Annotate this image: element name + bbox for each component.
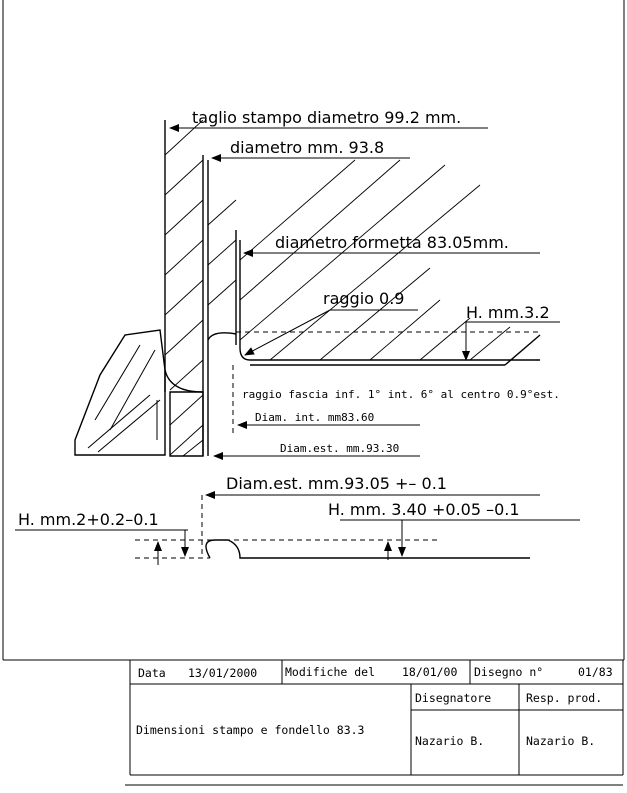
die-wall bbox=[165, 120, 208, 456]
title-modifiche-value: 18/01/00 bbox=[402, 665, 458, 679]
title-disegnatore-label: Disegnatore bbox=[415, 691, 492, 705]
title-resp-value: Nazario B. bbox=[526, 734, 596, 748]
sheet-border bbox=[3, 0, 624, 660]
die-base bbox=[75, 330, 203, 456]
title-modifiche-label: Modifiche del bbox=[285, 665, 376, 679]
label-diam-int: Diam. int. mm83.60 bbox=[255, 411, 375, 424]
label-diam-est-9305: Diam.est. mm.93.05 +– 0.1 bbox=[226, 474, 447, 493]
title-resp-label: Resp. prod. bbox=[526, 691, 603, 705]
title-data-label: Data bbox=[138, 666, 166, 680]
title-disegnatore-value: Nazario B. bbox=[415, 734, 485, 748]
label-raggio: raggio 0.9 bbox=[323, 289, 405, 308]
label-h-2: H. mm.2+0.2–0.1 bbox=[18, 510, 159, 529]
formetta bbox=[208, 160, 540, 365]
label-diam-est-9330: Diam.est. mm.93.30 bbox=[280, 442, 400, 455]
label-raggio-fascia: raggio fascia inf. 1° int. 6° al centro 0.9°est. bbox=[242, 388, 560, 401]
label-diametro-formetta: diametro formetta 83.05mm. bbox=[275, 233, 509, 252]
label-h-340: H. mm. 3.40 +0.05 –0.1 bbox=[328, 500, 520, 519]
label-h-32: H. mm.3.2 bbox=[466, 303, 550, 322]
title-disegno-label: Disegno n° bbox=[474, 665, 544, 679]
title-disegno-value: 01/83 bbox=[578, 665, 613, 679]
label-taglio-stampo: taglio stampo diametro 99.2 mm. bbox=[192, 108, 462, 127]
fondello-profile bbox=[158, 540, 530, 565]
title-data-value: 13/01/2000 bbox=[188, 666, 258, 680]
title-description: Dimensioni stampo e fondello 83.3 bbox=[136, 723, 365, 737]
label-diametro-938: diametro mm. 93.8 bbox=[230, 138, 385, 157]
